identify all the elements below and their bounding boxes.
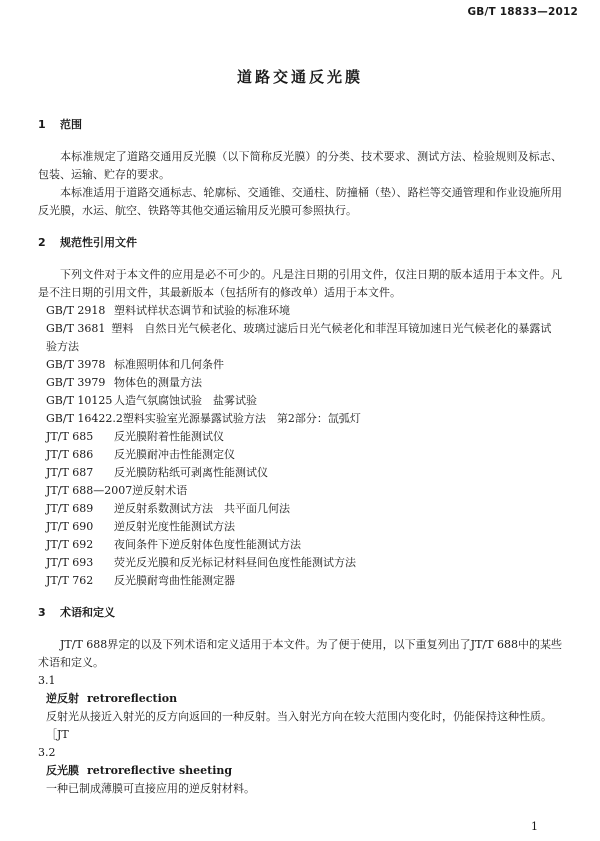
- reference-title: 逆反射术语: [132, 484, 188, 497]
- reference-code: JT/T 692: [46, 538, 94, 551]
- reference-code: GB/T 3978: [46, 358, 106, 371]
- section-number: 1: [38, 118, 46, 131]
- document-title: 道路交通反光膜: [236, 68, 363, 86]
- standard-code: GB/T 18833—2012: [467, 6, 578, 18]
- reference-item: [38, 302, 562, 320]
- scope-paragraph: 本标准规定了道路交通用反光膜（以下简称反光膜）的分类、技术要求、测试方法、检验规则及标志、包装、运输、贮存的要求。: [38, 150, 562, 181]
- clause-number: 3.2: [38, 746, 56, 759]
- reference-item: [38, 320, 562, 356]
- section-heading-scope: [38, 116, 562, 134]
- reference-title: 逆反射系数测试方法 共平面几何法: [114, 502, 290, 515]
- reference-item: [38, 554, 562, 572]
- section-number: 3: [38, 606, 46, 619]
- reference-title: 塑料 自然日光气候老化、玻璃过滤后日光气候老化和菲涅耳镜加速日光气候老化的暴露试验方法: [46, 322, 552, 353]
- reference-item: [38, 392, 562, 410]
- reference-code: GB/T 3681: [46, 322, 106, 335]
- term-chinese: 逆反射: [46, 692, 79, 705]
- reference-title: 塑料试样状态调节和试验的标准环境: [114, 304, 290, 317]
- term-entry: [38, 690, 562, 708]
- reference-title: 物体色的测量方法: [114, 376, 202, 389]
- reference-item: [38, 410, 562, 428]
- term-english: retroreflective sheeting: [87, 764, 233, 777]
- section-title: 术语和定义: [60, 606, 115, 619]
- reference-title: 反光膜耐冲击性能测定仪: [114, 448, 235, 461]
- reference-title: 反光膜防粘纸可剥离性能测试仪: [114, 466, 268, 479]
- reference-code: JT/T 688—2007: [46, 484, 133, 497]
- reference-title: 人造气氛腐蚀试验 盐雾试验: [114, 394, 257, 407]
- reference-item: [38, 374, 562, 392]
- reference-code: JT/T 693: [46, 556, 94, 569]
- reference-code: JT/T 690: [46, 520, 94, 533]
- reference-code: GB/T 3979: [46, 376, 106, 389]
- reference-item: [38, 536, 562, 554]
- reference-code: JT/T 762: [46, 574, 94, 587]
- clause-number: 3.1: [38, 674, 56, 687]
- term-source: ［JT: [46, 728, 69, 741]
- scope-paragraph: 本标准适用于道路交通标志、轮廓标、交通锥、交通柱、防撞桶（垫）、路栏等交通管理和作业设施所用反光膜，水运、航空、铁路等其他交通运输用反光膜可参照执行。: [38, 186, 562, 217]
- terms-intro: JT/T 688界定的以及下列术语和定义适用于本文件。为了便于使用，以下重复列出了JT/T 688中的某些术语和定义。: [38, 638, 562, 669]
- reference-title: 标准照明体和几何条件: [114, 358, 224, 371]
- reference-code: JT/T 686: [46, 448, 94, 461]
- section-heading-terms: [38, 604, 562, 622]
- term-entry: [38, 762, 562, 780]
- reference-code: JT/T 687: [46, 466, 94, 479]
- reference-code: JT/T 685: [46, 430, 94, 443]
- reference-item: [38, 500, 562, 518]
- reference-code: GB/T 16422.2: [46, 412, 123, 425]
- reference-item: [38, 428, 562, 446]
- term-definition: 一种已制成薄膜可直接应用的逆反射材料。: [46, 782, 255, 795]
- section-title: 规范性引用文件: [60, 236, 137, 249]
- reference-code: JT/T 689: [46, 502, 94, 515]
- reference-title: 荧光反光膜和反光标记材料昼间色度性能测试方法: [114, 556, 356, 569]
- section-number: 2: [38, 236, 46, 249]
- page-number: 1: [531, 820, 538, 833]
- reference-title: 反光膜附着性能测试仪: [114, 430, 224, 443]
- reference-code: GB/T 10125: [46, 394, 113, 407]
- reference-item: [38, 572, 562, 590]
- reference-item: [38, 356, 562, 374]
- reference-title: 夜间条件下逆反射体色度性能测试方法: [114, 538, 301, 551]
- reference-title: 塑料实验室光源暴露试验方法 第2部分：氙弧灯: [122, 412, 361, 425]
- reference-item: [38, 446, 562, 464]
- term-definition: 反射光从接近入射光的反方向返回的一种反射。当入射光方向在较大范围内变化时，仍能保持这种性质。: [46, 710, 552, 723]
- reference-title: 逆反射光度性能测试方法: [114, 520, 235, 533]
- document-body: [38, 116, 562, 798]
- reference-title: 反光膜耐弯曲性能测定器: [114, 574, 235, 587]
- reference-item: [38, 518, 562, 536]
- section-title: 范围: [60, 118, 82, 131]
- term-english: retroreflection: [87, 692, 178, 705]
- reference-code: GB/T 2918: [46, 304, 106, 317]
- reference-item: [38, 482, 562, 500]
- normative-intro: 下列文件对于本文件的应用是必不可少的。凡是注日期的引用文件，仅注日期的版本适用于本文件。凡是不注日期的引用文件，其最新版本（包括所有的修改单）适用于本文件。: [38, 268, 562, 299]
- section-heading-normative: [38, 234, 562, 252]
- term-chinese: 反光膜: [46, 764, 79, 777]
- reference-item: [38, 464, 562, 482]
